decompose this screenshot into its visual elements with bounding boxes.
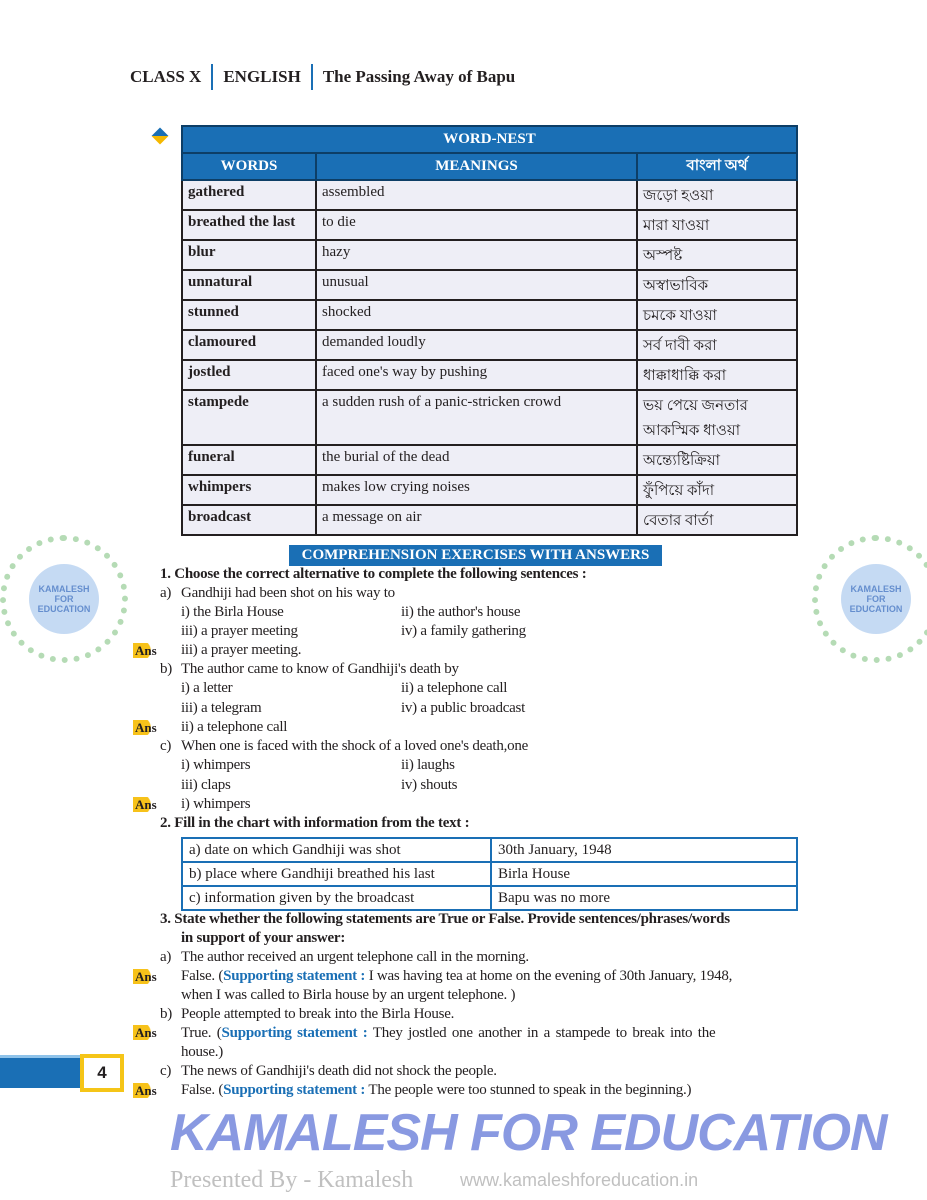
option: i) a letter (181, 680, 233, 696)
word: stunned (182, 300, 316, 330)
word: jostled (182, 360, 316, 390)
meaning: demanded loudly (316, 330, 637, 360)
question-text: When one is faced with the shock of a loved one's death,one (181, 738, 529, 754)
table-row (182, 180, 797, 210)
watermark-text: KAMALESH FOR EDUCATION (170, 1104, 887, 1162)
table-row (182, 270, 797, 300)
watermark-presented: Presented By - Kamalesh (170, 1167, 414, 1193)
meaning: a message on air (316, 505, 637, 535)
table-row (182, 862, 797, 886)
meaning: the burial of the dead (316, 445, 637, 475)
verdict: False. ( (181, 1082, 224, 1098)
chart-value: Bapu was no more (491, 886, 797, 910)
option: iv) shouts (401, 777, 458, 793)
item-label: b) (160, 661, 172, 677)
chart-key: b) place where Gandhiji breathed his last (182, 862, 491, 886)
answer (181, 1024, 715, 1043)
meaning: unusual (316, 270, 637, 300)
word: clamoured (182, 330, 316, 360)
option: ii) a telephone call (401, 680, 508, 696)
table-row (182, 505, 797, 535)
watermark-logo (812, 535, 927, 663)
bangla-meaning: বেতার বার্তা (637, 505, 797, 535)
meaning: hazy (316, 240, 637, 270)
chart-key: c) information given by the broadcast (182, 886, 491, 910)
bangla-meaning: ধাক্কাধাক্কি করা (637, 360, 797, 390)
bangla-meaning: অন্ত্যেষ্টিক্রিয়া (637, 445, 797, 475)
item-label: c) (160, 738, 172, 754)
watermark-logo (0, 535, 128, 663)
supporting-label: Supporting statement : (223, 1082, 366, 1098)
bangla-line: ভয় পেয়ে জনতার (643, 398, 748, 414)
chapter-title: The Passing Away of Bapu (322, 67, 516, 86)
supporting-text: The people were too stunned to speak in the beginning.) (365, 1082, 692, 1098)
answer: ii) a telephone call (181, 719, 288, 735)
option: iii) claps (181, 777, 231, 793)
answer (181, 967, 732, 986)
logo-text: KAMALESH FOR EDUCATION (841, 564, 911, 634)
bangla-meaning: অস্পষ্ট (637, 240, 797, 270)
page-header (130, 64, 515, 90)
statement: People attempted to break into the Birla House. (181, 1006, 455, 1022)
divider (211, 64, 213, 90)
option: iii) a prayer meeting (181, 623, 298, 639)
answer: iii) a prayer meeting. (181, 642, 302, 658)
page-number: 4 (80, 1054, 124, 1092)
supporting-text-cont: house.) (181, 1044, 223, 1060)
option: ii) laughs (401, 757, 455, 773)
table-row (182, 445, 797, 475)
meaning: shocked (316, 300, 637, 330)
word-nest-title: WORD-NEST (182, 126, 797, 153)
option: iv) a family gathering (401, 623, 526, 639)
question-1-title: 1. Choose the correct alternative to complete the following sentences : (160, 566, 587, 582)
option: ii) the author's house (401, 604, 521, 620)
meaning: assembled (316, 180, 637, 210)
word: stampede (182, 390, 316, 445)
bangla-meaning: ফুঁপিয়ে কাঁদা (637, 475, 797, 505)
verdict: True. ( (181, 1025, 222, 1041)
bangla-meaning (637, 390, 797, 445)
bangla-meaning: সর্ব দাবী করা (637, 330, 797, 360)
word: broadcast (182, 505, 316, 535)
option: i) whimpers (181, 757, 251, 773)
word: unnatural (182, 270, 316, 300)
class-label: CLASS X (130, 67, 202, 86)
ans-badge: Ans (135, 643, 157, 658)
meaning: faced one's way by pushing (316, 360, 637, 390)
table-row (182, 390, 797, 445)
meaning: a sudden rush of a panic-stricken crowd (316, 390, 637, 445)
supporting-text: They jostled one another in a stampede to break into the (367, 1025, 716, 1041)
table-row (182, 838, 797, 862)
question-3-title-cont: in support of your answer: (181, 930, 346, 946)
ans-badge: Ans (135, 1083, 157, 1098)
statement: The news of Gandhiji's death did not shock the people. (181, 1063, 497, 1079)
meaning: to die (316, 210, 637, 240)
chart-value: 30th January, 1948 (491, 838, 797, 862)
bangla-line: আকস্মিক ধাওয়া (643, 423, 741, 439)
supporting-text-cont: when I was called to Birla house by an urgent telephone. ) (181, 987, 516, 1003)
table-row (182, 886, 797, 910)
item-label: a) (160, 585, 172, 601)
column-header: বাংলা অর্থ (637, 153, 797, 180)
ans-badge: Ans (135, 720, 157, 735)
question-text: The author came to know of Gandhiji's death by (181, 661, 459, 677)
word-nest-table (181, 125, 798, 536)
word: blur (182, 240, 316, 270)
answer (181, 1081, 691, 1100)
question-2-title: 2. Fill in the chart with information from the text : (160, 815, 470, 831)
verdict: False. ( (181, 968, 224, 984)
question-3-title: 3. State whether the following statements are True or False. Provide sentences/phrases/words (160, 911, 730, 927)
column-header: MEANINGS (316, 153, 637, 180)
table-row (182, 330, 797, 360)
supporting-text: I was having tea at home on the evening of 30th January, 1948, (365, 968, 733, 984)
table-row (182, 300, 797, 330)
ans-badge: Ans (135, 969, 157, 984)
watermark-url: www.kamaleshforeducation.in (460, 1170, 699, 1190)
page-number-bar (0, 1055, 90, 1088)
statement: The author received an urgent telephone call in the morning. (181, 949, 529, 965)
bangla-meaning: চমকে যাওয়া (637, 300, 797, 330)
option: i) the Birla House (181, 604, 284, 620)
bangla-meaning: অস্বাভাবিক (637, 270, 797, 300)
logo-text: KAMALESH FOR EDUCATION (29, 564, 99, 634)
ans-badge: Ans (135, 1025, 157, 1040)
divider (311, 64, 313, 90)
item-label: a) (160, 949, 172, 965)
subject-label: ENGLISH (223, 67, 301, 86)
item-label: b) (160, 1006, 172, 1022)
word: gathered (182, 180, 316, 210)
table-row (182, 210, 797, 240)
answer: i) whimpers (181, 796, 251, 812)
column-header: WORDS (182, 153, 316, 180)
word: funeral (182, 445, 316, 475)
option: iii) a telegram (181, 700, 262, 716)
question-text: Gandhiji had been shot on his way to (181, 585, 395, 601)
meaning: makes low crying noises (316, 475, 637, 505)
table-row (182, 360, 797, 390)
chart-key: a) date on which Gandhiji was shot (182, 838, 491, 862)
chart-value: Birla House (491, 862, 797, 886)
info-chart-table (181, 837, 798, 911)
table-row (182, 475, 797, 505)
ans-badge: Ans (135, 797, 157, 812)
word: whimpers (182, 475, 316, 505)
section-banner: COMPREHENSION EXERCISES WITH ANSWERS (289, 545, 662, 566)
supporting-label: Supporting statement : (221, 1025, 368, 1041)
bangla-meaning: মারা যাওয়া (637, 210, 797, 240)
supporting-label: Supporting statement : (223, 968, 366, 984)
option: iv) a public broadcast (401, 700, 526, 716)
diamond-bullet-icon (152, 128, 169, 145)
table-row (182, 240, 797, 270)
item-label: c) (160, 1063, 172, 1079)
bangla-meaning: জড়ো হওয়া (637, 180, 797, 210)
word: breathed the last (182, 210, 316, 240)
